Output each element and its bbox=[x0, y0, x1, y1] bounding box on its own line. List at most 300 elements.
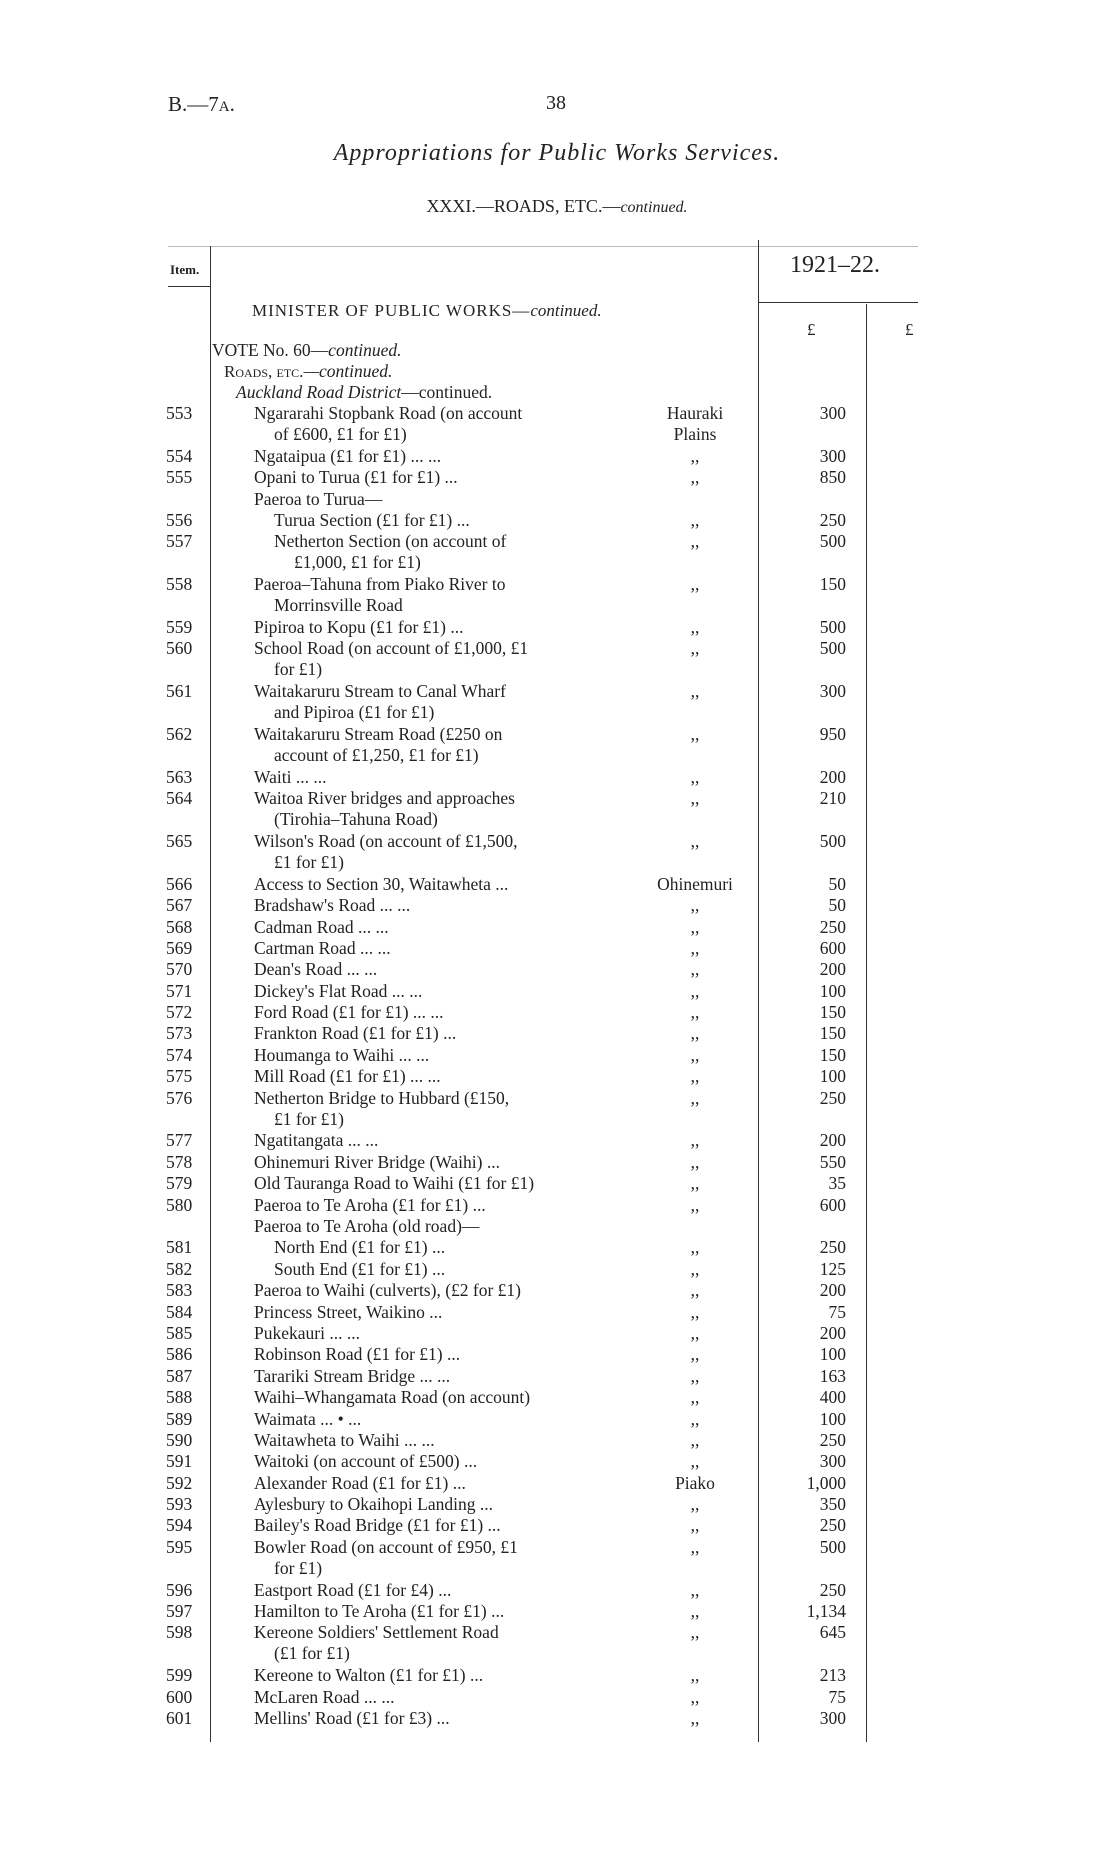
item-description bbox=[254, 1409, 630, 1430]
table-row bbox=[0, 1494, 1114, 1515]
item-description bbox=[254, 724, 630, 766]
road-district bbox=[630, 1687, 760, 1708]
table-row bbox=[0, 938, 1114, 959]
table-row bbox=[0, 1045, 1114, 1066]
district-line: ,, bbox=[690, 1665, 700, 1686]
description-line: Princess Street, Waikino ... bbox=[254, 1301, 443, 1322]
road-district bbox=[630, 1366, 760, 1387]
subtitle-italic: continued. bbox=[620, 199, 688, 216]
amount: 550 bbox=[819, 1151, 846, 1172]
description-line: Aylesbury to Okaihopi Landing ... bbox=[254, 1494, 493, 1515]
road-district bbox=[630, 1515, 760, 1536]
item-description bbox=[254, 403, 630, 445]
vote-heading bbox=[212, 340, 402, 361]
table-row bbox=[0, 1344, 1114, 1365]
item-description bbox=[254, 467, 630, 488]
item-header-rule bbox=[168, 286, 210, 287]
description-line: Pipiroa to Kopu (£1 for £1) ... bbox=[254, 616, 464, 637]
item-description bbox=[254, 1665, 630, 1686]
road-district bbox=[630, 1259, 760, 1280]
amount: 300 bbox=[819, 681, 846, 702]
description-line: Waitoa River bridges and approaches bbox=[254, 788, 515, 809]
description-line: Waitoki (on account of £500) ... bbox=[254, 1451, 478, 1472]
road-district bbox=[630, 531, 760, 552]
road-district bbox=[630, 1088, 760, 1109]
road-district bbox=[630, 1601, 760, 1622]
table-row bbox=[0, 1023, 1114, 1044]
road-district bbox=[630, 574, 760, 595]
item-description bbox=[254, 489, 630, 510]
amount: 600 bbox=[819, 937, 846, 958]
district-line: ,, bbox=[690, 766, 700, 787]
district-line: ,, bbox=[690, 1708, 700, 1728]
item-number: 565 bbox=[166, 830, 193, 851]
ref-prefix: B.—7 bbox=[168, 92, 219, 116]
table-row bbox=[0, 917, 1114, 938]
amount: 150 bbox=[819, 1044, 846, 1065]
item-number: 555 bbox=[166, 467, 193, 488]
description-line: Bowler Road (on account of £950, £1 bbox=[254, 1536, 518, 1557]
roads-italic: —continued. bbox=[303, 361, 393, 381]
item-number: 575 bbox=[166, 1066, 193, 1087]
column-header-year: 1921–22. bbox=[790, 252, 880, 278]
road-district bbox=[630, 510, 760, 531]
description-line: Paeroa to Te Aroha (£1 for £1) ... bbox=[254, 1194, 486, 1215]
item-description bbox=[254, 895, 630, 916]
top-rule bbox=[168, 246, 918, 247]
description-line: Paeroa to Turua— bbox=[254, 488, 383, 509]
item-description bbox=[254, 1687, 630, 1708]
amount: 250 bbox=[819, 1515, 846, 1536]
description-line: Bailey's Road Bridge (£1 for £1) ... bbox=[254, 1515, 501, 1536]
amount: 600 bbox=[819, 1194, 846, 1215]
vote-italic: continued. bbox=[328, 340, 402, 360]
amount: 250 bbox=[819, 1237, 846, 1258]
amount: 350 bbox=[819, 1494, 846, 1515]
road-district bbox=[630, 788, 760, 809]
description-line: Cadman Road ... ... bbox=[254, 916, 389, 937]
description-line: Old Tauranga Road to Waihi (£1 for £1) bbox=[254, 1173, 535, 1194]
district-line: ,, bbox=[690, 788, 700, 809]
description-line: Ngatitangata ... ... bbox=[254, 1130, 379, 1151]
road-district bbox=[630, 895, 760, 916]
item-description bbox=[254, 1152, 630, 1173]
item-description bbox=[254, 531, 630, 573]
district-line: ,, bbox=[690, 1237, 700, 1258]
item-description bbox=[254, 1216, 630, 1237]
description-line: Frankton Road (£1 for £1) ... bbox=[254, 1023, 457, 1044]
description-line: Tarariki Stream Bridge ... ... bbox=[254, 1365, 451, 1386]
road-district bbox=[630, 1173, 760, 1194]
amount: 500 bbox=[819, 531, 846, 552]
roads-text: Roads, etc. bbox=[224, 362, 304, 381]
district-line: ,, bbox=[690, 1087, 700, 1108]
subtitle-main: XXXI.—ROADS, ETC.— bbox=[426, 196, 621, 216]
amount: 125 bbox=[819, 1258, 846, 1279]
item-description bbox=[254, 1130, 630, 1151]
table-row bbox=[0, 489, 1114, 510]
description-line: Robinson Road (£1 for £1) ... bbox=[254, 1344, 461, 1365]
table-row bbox=[0, 724, 1114, 767]
district-line: ,, bbox=[690, 723, 700, 744]
district-line: ,, bbox=[690, 531, 700, 552]
page-title: Appropriations for Public Works Services. bbox=[333, 140, 781, 166]
item-description bbox=[254, 1280, 630, 1301]
district-line: ,, bbox=[690, 916, 700, 937]
item-number: 581 bbox=[166, 1237, 193, 1258]
table-row bbox=[0, 1066, 1114, 1087]
district-line: ,, bbox=[690, 1579, 700, 1600]
description-line: Waihi–Whangamata Road (on account) bbox=[254, 1387, 531, 1408]
road-district bbox=[630, 446, 760, 467]
table-row bbox=[0, 788, 1114, 831]
road-district bbox=[630, 1708, 760, 1729]
district-line: ,, bbox=[690, 574, 700, 595]
district-line: ,, bbox=[690, 509, 700, 530]
description-line: £1 for £1) bbox=[274, 851, 344, 872]
ref-suffix: A bbox=[218, 99, 230, 115]
description-line: £1,000, £1 for £1) bbox=[294, 552, 421, 573]
district-line: ,, bbox=[690, 1258, 700, 1279]
road-district bbox=[630, 1195, 760, 1216]
road-district bbox=[630, 1387, 760, 1408]
district-line: ,, bbox=[690, 1044, 700, 1065]
road-district bbox=[630, 1023, 760, 1044]
item-number: 564 bbox=[166, 788, 193, 809]
item-number: 588 bbox=[166, 1387, 193, 1408]
table-row bbox=[0, 1216, 1114, 1237]
district-line: ,, bbox=[690, 1173, 700, 1194]
item-number: 572 bbox=[166, 1002, 193, 1023]
district-line: ,, bbox=[690, 1066, 700, 1087]
description-line: Paeroa–Tahuna from Piako River to bbox=[254, 574, 506, 595]
road-district bbox=[630, 981, 760, 1002]
amount: 500 bbox=[819, 830, 846, 851]
item-number: 594 bbox=[166, 1515, 193, 1536]
item-description bbox=[254, 831, 630, 873]
description-line: for £1) bbox=[274, 1557, 323, 1578]
table-row bbox=[0, 1366, 1114, 1387]
item-number: 591 bbox=[166, 1451, 193, 1472]
table-row bbox=[0, 1687, 1114, 1708]
amount: 50 bbox=[828, 895, 846, 916]
district-line: ,, bbox=[690, 681, 700, 702]
item-description bbox=[254, 617, 630, 638]
description-line: Eastport Road (£1 for £4) ... bbox=[254, 1579, 452, 1600]
district-line: ,, bbox=[690, 638, 700, 659]
road-district bbox=[630, 1494, 760, 1515]
district-line: ,, bbox=[690, 1194, 700, 1215]
item-description bbox=[254, 1023, 630, 1044]
ministry-text: MINISTER OF PUBLIC WORKS— bbox=[252, 301, 531, 320]
district-line: ,, bbox=[690, 895, 700, 916]
district-line: ,, bbox=[690, 1622, 700, 1643]
item-number: 574 bbox=[166, 1044, 193, 1065]
item-number: 596 bbox=[166, 1579, 193, 1600]
item-number: 586 bbox=[166, 1344, 193, 1365]
item-number: 567 bbox=[166, 895, 193, 916]
amount: 50 bbox=[828, 873, 846, 894]
district-line: Hauraki bbox=[666, 403, 724, 423]
road-district bbox=[630, 767, 760, 788]
item-number: 562 bbox=[166, 723, 193, 744]
description-line: Bradshaw's Road ... ... bbox=[254, 895, 411, 916]
amount: 300 bbox=[819, 1708, 846, 1728]
road-district bbox=[630, 1130, 760, 1151]
road-district bbox=[630, 638, 760, 659]
table-row bbox=[0, 1152, 1114, 1173]
amount: 200 bbox=[819, 1130, 846, 1151]
description-line: Waitawheta to Waihi ... ... bbox=[254, 1429, 435, 1450]
amount: 75 bbox=[828, 1686, 846, 1707]
district-line: ,, bbox=[690, 445, 700, 466]
column-pound-2: £ bbox=[905, 320, 914, 339]
road-district bbox=[630, 1237, 760, 1258]
year-header-rule bbox=[758, 302, 918, 303]
amount: 1,000 bbox=[806, 1472, 846, 1493]
item-number: 579 bbox=[166, 1173, 193, 1194]
description-line: £1 for £1) bbox=[274, 1108, 344, 1129]
road-district bbox=[630, 1344, 760, 1365]
amount: 210 bbox=[819, 788, 846, 809]
road-district bbox=[630, 1323, 760, 1344]
road-district bbox=[630, 1409, 760, 1430]
road-district bbox=[630, 938, 760, 959]
description-line: Waiti ... ... bbox=[254, 766, 327, 787]
table-row bbox=[0, 1409, 1114, 1430]
item-description bbox=[254, 1494, 630, 1515]
item-description bbox=[254, 788, 630, 830]
item-description bbox=[254, 1430, 630, 1451]
item-description bbox=[254, 681, 630, 723]
description-line: Kereone Soldiers' Settlement Road bbox=[254, 1622, 499, 1643]
description-line: (£1 for £1) bbox=[274, 1643, 350, 1664]
item-number: 590 bbox=[166, 1429, 193, 1450]
table-row bbox=[0, 446, 1114, 467]
item-description bbox=[254, 1473, 630, 1494]
amount: 950 bbox=[819, 723, 846, 744]
item-number: 585 bbox=[166, 1322, 193, 1343]
road-district bbox=[630, 1002, 760, 1023]
table-row bbox=[0, 1622, 1114, 1665]
road-district bbox=[630, 1045, 760, 1066]
document-reference bbox=[168, 92, 235, 117]
description-line: of £600, £1 for £1) bbox=[274, 424, 407, 444]
item-number: 584 bbox=[166, 1301, 193, 1322]
item-description bbox=[254, 1537, 630, 1579]
road-district bbox=[630, 1473, 760, 1494]
description-line: Hamilton to Te Aroha (£1 for £1) ... bbox=[254, 1601, 505, 1622]
vote-text: VOTE No. 60— bbox=[212, 340, 329, 360]
district-line: ,, bbox=[690, 1023, 700, 1044]
item-description bbox=[254, 981, 630, 1002]
table-row bbox=[0, 617, 1114, 638]
description-line: North End (£1 for £1) ... bbox=[274, 1237, 446, 1258]
item-description bbox=[254, 510, 630, 531]
item-description bbox=[254, 1622, 630, 1664]
item-description bbox=[254, 1580, 630, 1601]
roads-heading bbox=[224, 361, 392, 382]
description-line: Mellins' Road (£1 for £3) ... bbox=[254, 1708, 450, 1728]
amount: 35 bbox=[828, 1173, 846, 1194]
description-line: Alexander Road (£1 for £1) ... bbox=[254, 1472, 466, 1493]
item-description bbox=[254, 1237, 630, 1258]
district-line: ,, bbox=[690, 1494, 700, 1515]
table-row bbox=[0, 1302, 1114, 1323]
description-line: Waitakaruru Stream to Canal Wharf bbox=[254, 681, 506, 702]
description-line: and Pipiroa (£1 for £1) bbox=[274, 702, 435, 723]
item-description bbox=[254, 1259, 630, 1280]
description-line: Netherton Section (on account of bbox=[274, 531, 507, 552]
appropriation-table bbox=[0, 403, 1114, 1729]
amount: 850 bbox=[819, 467, 846, 488]
amount: 100 bbox=[819, 1344, 846, 1365]
description-line: Dickey's Flat Road ... ... bbox=[254, 980, 423, 1001]
table-row bbox=[0, 1515, 1114, 1536]
item-description bbox=[254, 1515, 630, 1536]
amount: 75 bbox=[828, 1301, 846, 1322]
table-row bbox=[0, 510, 1114, 531]
amount: 645 bbox=[819, 1622, 846, 1643]
item-number: 601 bbox=[166, 1708, 193, 1728]
description-line: (Tirohia–Tahuna Road) bbox=[274, 809, 438, 830]
table-row bbox=[0, 467, 1114, 488]
description-line: School Road (on account of £1,000, £1 bbox=[254, 638, 529, 659]
description-line: McLaren Road ... ... bbox=[254, 1686, 395, 1707]
amount: 250 bbox=[819, 509, 846, 530]
item-number: 561 bbox=[166, 681, 193, 702]
road-district bbox=[630, 1152, 760, 1173]
amount: 100 bbox=[819, 980, 846, 1001]
district-line: ,, bbox=[690, 830, 700, 851]
district-line: Piako bbox=[675, 1472, 715, 1493]
amount: 150 bbox=[819, 1023, 846, 1044]
table-row bbox=[0, 1130, 1114, 1151]
district-rest: —continued. bbox=[401, 382, 493, 402]
amount: 400 bbox=[819, 1387, 846, 1408]
description-line: Paeroa to Waihi (culverts), (£2 for £1) bbox=[254, 1280, 522, 1301]
item-number: 582 bbox=[166, 1258, 193, 1279]
item-number: 589 bbox=[166, 1408, 193, 1429]
item-number: 558 bbox=[166, 574, 193, 595]
ref-dot: . bbox=[229, 92, 235, 116]
item-number: 554 bbox=[166, 445, 193, 466]
table-row bbox=[0, 1473, 1114, 1494]
road-district bbox=[630, 1302, 760, 1323]
item-number: 578 bbox=[166, 1151, 193, 1172]
item-description bbox=[254, 874, 630, 895]
table-row bbox=[0, 638, 1114, 681]
item-number: 557 bbox=[166, 531, 193, 552]
item-description bbox=[254, 1088, 630, 1130]
table-row bbox=[0, 1601, 1114, 1622]
amount: 150 bbox=[819, 574, 846, 595]
amount: 213 bbox=[819, 1665, 846, 1686]
amount: 500 bbox=[819, 1536, 846, 1557]
item-description bbox=[254, 1002, 630, 1023]
description-line: Waitakaruru Stream Road (£250 on bbox=[254, 723, 503, 744]
item-number: 593 bbox=[166, 1494, 193, 1515]
district-line: ,, bbox=[690, 1536, 700, 1557]
district-line: ,, bbox=[690, 1002, 700, 1023]
table-row bbox=[0, 1195, 1114, 1216]
item-description bbox=[254, 1708, 630, 1729]
district-line: ,, bbox=[690, 1322, 700, 1343]
table-row bbox=[0, 681, 1114, 724]
item-number: 553 bbox=[166, 403, 193, 423]
description-line: South End (£1 for £1) ... bbox=[274, 1258, 446, 1279]
description-line: Mill Road (£1 for £1) ... ... bbox=[254, 1066, 441, 1087]
table-row bbox=[0, 767, 1114, 788]
amount: 300 bbox=[819, 403, 846, 423]
district-line: ,, bbox=[690, 1686, 700, 1707]
item-number: 598 bbox=[166, 1622, 193, 1643]
table-row bbox=[0, 1708, 1114, 1729]
district-line: ,, bbox=[690, 1429, 700, 1450]
road-district bbox=[630, 1430, 760, 1451]
amount: 200 bbox=[819, 959, 846, 980]
table-row bbox=[0, 1537, 1114, 1580]
table-row bbox=[0, 874, 1114, 895]
item-number: 580 bbox=[166, 1194, 193, 1215]
item-description bbox=[254, 1366, 630, 1387]
item-number: 563 bbox=[166, 766, 193, 787]
item-description bbox=[254, 1601, 630, 1622]
table-row bbox=[0, 1237, 1114, 1258]
amount: 500 bbox=[819, 638, 846, 659]
district-line: ,, bbox=[690, 1387, 700, 1408]
district-line: ,, bbox=[690, 937, 700, 958]
ministry-heading bbox=[252, 300, 602, 321]
district-line: ,, bbox=[690, 616, 700, 637]
item-number: 570 bbox=[166, 959, 193, 980]
item-description bbox=[254, 574, 630, 616]
amount: 250 bbox=[819, 1579, 846, 1600]
table-row bbox=[0, 574, 1114, 617]
item-description bbox=[254, 767, 630, 788]
item-description bbox=[254, 917, 630, 938]
item-description bbox=[254, 1344, 630, 1365]
description-line: Ngararahi Stopbank Road (on account bbox=[254, 403, 523, 423]
district-line: ,, bbox=[690, 980, 700, 1001]
table-row bbox=[0, 1580, 1114, 1601]
table-row bbox=[0, 1451, 1114, 1472]
description-line: Wilson's Road (on account of £1,500, bbox=[254, 830, 518, 851]
road-district bbox=[630, 467, 760, 488]
road-district bbox=[630, 959, 760, 980]
amount: 1,134 bbox=[806, 1601, 846, 1622]
item-number: 576 bbox=[166, 1087, 193, 1108]
district-line: ,, bbox=[690, 1408, 700, 1429]
amount: 200 bbox=[819, 766, 846, 787]
table-row bbox=[0, 1259, 1114, 1280]
amount: 250 bbox=[819, 1429, 846, 1450]
item-number: 597 bbox=[166, 1601, 193, 1622]
amount: 300 bbox=[819, 1451, 846, 1472]
item-number: 599 bbox=[166, 1665, 193, 1686]
table-row bbox=[0, 1088, 1114, 1131]
description-line: Netherton Bridge to Hubbard (£150, bbox=[254, 1087, 510, 1108]
road-district bbox=[630, 917, 760, 938]
road-district bbox=[630, 1451, 760, 1472]
road-district bbox=[630, 1580, 760, 1601]
district-line: ,, bbox=[690, 1130, 700, 1151]
item-description bbox=[254, 938, 630, 959]
item-description bbox=[254, 1195, 630, 1216]
description-line: Ohinemuri River Bridge (Waihi) ... bbox=[254, 1151, 500, 1172]
road-district bbox=[630, 1066, 760, 1087]
district-line: ,, bbox=[690, 1151, 700, 1172]
